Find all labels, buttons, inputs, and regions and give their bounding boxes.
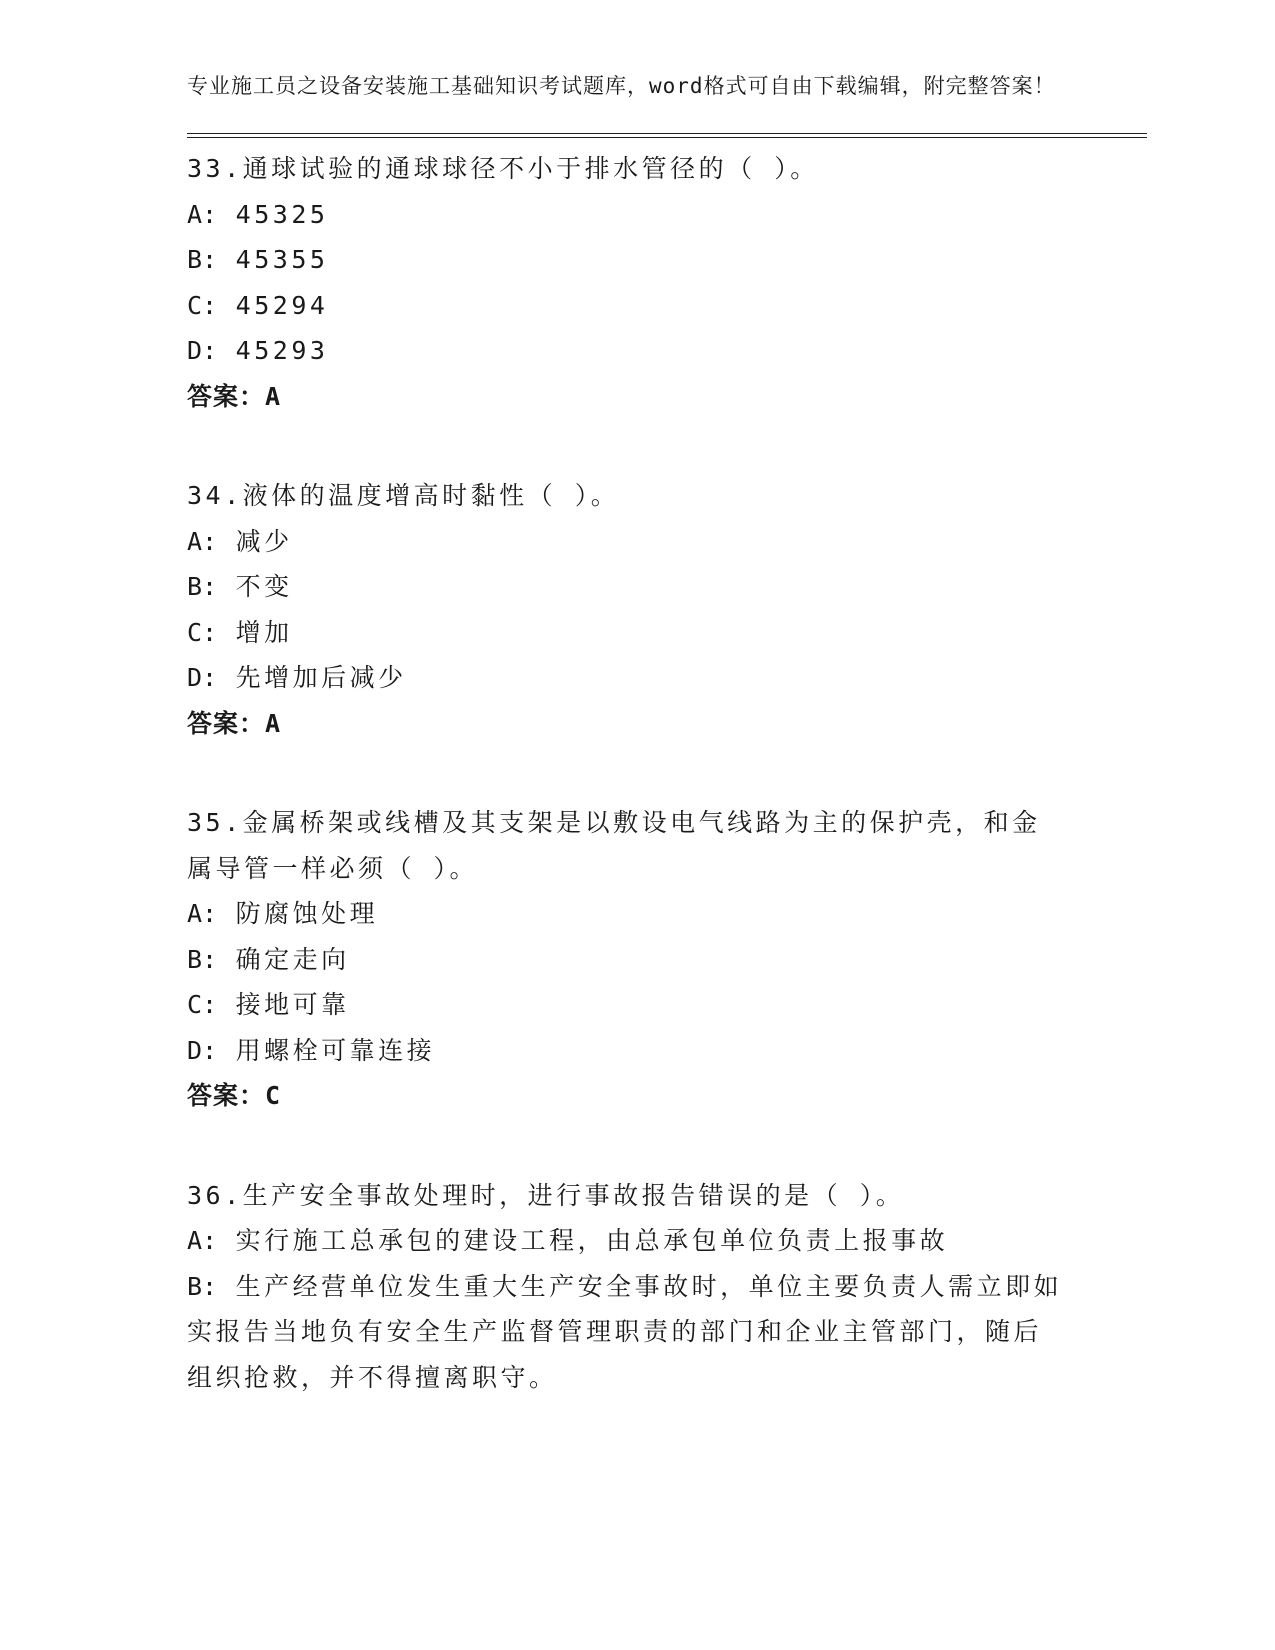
option-text: 防腐蚀处理: [235, 899, 379, 928]
question-35: [187, 800, 1147, 1119]
option-a: [187, 519, 1067, 565]
document-header: 专业施工员之设备安装施工基础知识考试题库，word格式可自由下载编辑，附完整答案！: [187, 74, 1056, 98]
header-divider: [187, 133, 1147, 138]
option-prefix: D:: [187, 336, 218, 365]
option-text: 接地可靠: [235, 990, 350, 1019]
option-b: [187, 237, 1067, 283]
option-text: 增加: [235, 617, 293, 647]
option-prefix: C:: [187, 617, 218, 647]
document-page: [187, 70, 1147, 1400]
question-34: [187, 473, 1147, 746]
question-text: 35.金属桥架或线槽及其支架是以敷设电气线路为主的保护壳，和金属导管一样必须（ ）。: [187, 808, 1041, 883]
option-text: 45294: [235, 290, 329, 320]
option-prefix: B:: [187, 245, 218, 274]
option-prefix: D:: [187, 663, 218, 692]
question-text: 34.液体的温度增高时黏性（ ）。: [187, 481, 620, 510]
option-text: 45293: [235, 336, 329, 365]
option-prefix: B:: [187, 572, 218, 601]
option-prefix: A:: [187, 199, 218, 229]
question-text: 33.通球试验的通球球径不小于排水管径的（ ）。: [187, 154, 819, 183]
option-prefix: A:: [187, 899, 218, 928]
option-text: 45355: [235, 245, 329, 274]
option-d: [187, 655, 1067, 701]
option-text: 不变: [235, 572, 293, 601]
answer-label: 答案：C: [187, 1081, 282, 1110]
question-36: [187, 1173, 1147, 1401]
option-text: 实行施工总承包的建设工程，由总承包单位负责上报事故: [235, 1226, 949, 1255]
option-c: [187, 982, 1067, 1028]
question-33: [187, 146, 1147, 419]
option-text: 生产经营单位发生重大生产安全事故时，单位主要负责人需立即如实报告当地负有安全生产监督管理职责的部门和企业主管部门，随后组织抢救，并不得擅离职守。: [187, 1271, 1063, 1392]
option-prefix: B:: [187, 944, 218, 974]
option-a: [187, 1218, 1067, 1264]
option-d: [187, 328, 1067, 374]
option-b: [187, 1264, 1067, 1401]
option-text: 45325: [235, 199, 329, 229]
option-b: [187, 937, 1067, 983]
option-b: [187, 564, 1067, 610]
option-prefix: B:: [187, 1271, 218, 1301]
answer-label: 答案：A: [187, 381, 282, 411]
option-prefix: A:: [187, 526, 218, 556]
option-c: [187, 283, 1067, 329]
question-text: 36.生产安全事故处理时，进行事故报告错误的是（ ）。: [187, 1180, 905, 1210]
option-a: [187, 891, 1067, 937]
option-prefix: C:: [187, 990, 218, 1019]
option-prefix: A:: [187, 1226, 218, 1255]
option-text: 用螺栓可靠连接: [235, 1035, 436, 1065]
option-c: [187, 610, 1067, 656]
option-prefix: C:: [187, 290, 218, 320]
option-d: [187, 1028, 1067, 1074]
option-a: [187, 192, 1067, 238]
option-prefix: D:: [187, 1035, 218, 1065]
option-text: 先增加后减少: [235, 663, 407, 692]
answer-label: 答案：A: [187, 708, 282, 738]
option-text: 确定走向: [235, 944, 350, 974]
option-text: 减少: [235, 526, 293, 556]
